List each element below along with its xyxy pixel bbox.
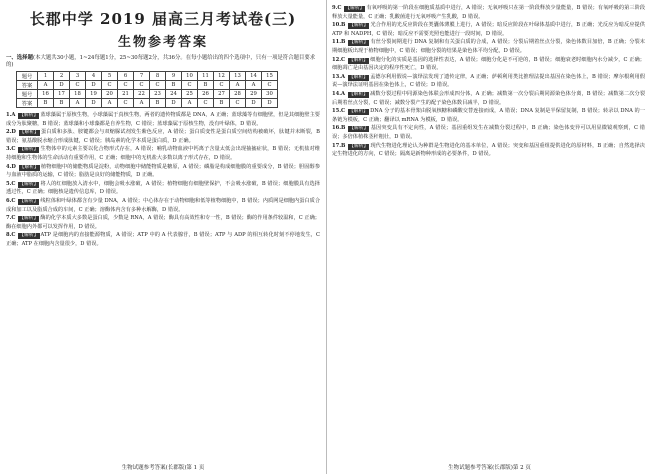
analysis-tag: 【解析】 [19,130,39,136]
analysis-tag: 【解析】 [349,40,369,46]
table-cell: 9 [166,72,182,81]
item-number: 8.C [6,232,16,239]
table-cell: 27 [214,90,230,99]
item-text: 植物细胞中的储能物质是淀粉，动物细胞中储能物质是糖原，A 错误；磷脂是构成细胞膜的重要成分，B 错误；胆固醇参与血液中脂质的运输，C 错误；脂肪是良好的储能物质，D 正确。 [6,163,321,179]
table-cell: 17 [54,90,70,99]
item-number: 16.B [332,125,346,132]
table-cell: 5 [102,72,118,81]
table-cell: 14 [246,72,262,81]
section-intro [6,55,320,69]
section-label: 一、选择题 [6,55,33,61]
table-cell: D [246,99,262,108]
table-cell: 13 [230,72,246,81]
section-text: (本大题共30小题，1~24每题1分，25~30每题2分，共36分。在每小题给出的四个选项中，只有一项是符合题目要求的) [6,55,316,68]
item-text: 光合作用的光反应阶段在类囊体薄膜上进行，A 错误；暗反应阶段在叶绿体基质中进行，B 正确；光反应为暗反应提供 ATP 和 NADPH，C 错误；暗反应不需要光照也能进行一段时间，D 错误。 [332,22,645,37]
table-cell: 23 [150,90,166,99]
table-cell: A [230,81,246,90]
item-text: DNA 分子的基本骨架由脱氧核糖和磷酸交替连接而成，A 错误；DNA 复制是半保留复制，B 错误；转录以 DNA 的一条链为模板，C 正确；翻译以 mRNA 为模板，D 错误。 [332,108,645,123]
item-text: 有氧呼吸的第一阶段在细胞质基质中进行，A 错误；无氧呼吸只在第一阶段释放少量能量，B 错误；有氧呼吸的第三阶段释放大量能量，C 正确；乳酸菌进行无氧呼吸产生乳酸，D 错误。 [332,5,646,20]
table-cell: 19 [86,90,102,99]
analysis-tag: 【解析】 [19,233,39,239]
table-cell: C [118,81,134,90]
analysis-tag: 【解析】 [348,109,369,115]
table-cell: 2 [54,72,70,81]
answer-table [16,71,278,108]
table-cell: C [118,99,134,108]
item-text: 现代生物进化理论认为种群是生物进化的基本单位，A 错误；突变和基因重组提供进化的原材料，B 正确；自然选择决定生物进化的方向，C 错误；隔离是新物种形成的必要条件，D 错误。 [332,142,645,158]
analysis-tag: 【解析】 [345,6,365,11]
answer-title: 生物参考答案 [117,35,208,50]
item-number: 3.C [6,146,16,153]
answer-item [6,128,320,145]
table-header: 题号 [17,90,38,99]
table-cell: 15 [262,72,278,81]
table-cell: 12 [214,72,230,81]
table-cell: 25 [182,90,198,99]
item-number: 15.C [332,108,346,115]
table-cell: 29 [246,90,262,99]
table-row [17,72,278,81]
table-cell: D [166,99,182,108]
analysis-tag: 【解析】 [348,74,369,80]
table-cell: C [70,81,86,90]
answer-item [6,145,320,162]
table-cell: 6 [118,72,134,81]
table-cell: A [70,99,86,108]
table-cell: D [86,81,102,90]
answer-item [332,38,645,55]
answer-item [332,124,645,141]
answer-item [332,73,645,90]
analysis-tag: 【解析】 [348,57,369,63]
table-cell: C [150,81,166,90]
table-cell: 8 [150,72,166,81]
table-cell: 4 [86,72,102,81]
item-number: 9.C [332,5,342,11]
item-text: 酶的化学本质大多数是蛋白质，少数是 RNA，A 错误；酶具有高效性和专一性，B 错误；酶的作用条件较温和，C 正确；酶在细胞内外都可以发挥作用，D 错误。 [6,215,320,230]
item-text: 将人的红细胞放入清水中，细胞会吸水涨破，A 错误；植物细胞有细胞壁保护，不会吸水涨破，B 错误；细胞膜具有选择透过性，C 正确；细胞核是遗传信息库，D 错误。 [6,180,320,196]
item-number: 6.C [6,197,16,204]
item-number: 1.A [6,112,16,118]
analysis-tag: 【解析】 [19,198,39,204]
answer-item [332,107,645,124]
table-cell: A [38,81,54,90]
table-cell: 28 [230,90,246,99]
table-cell: 16 [38,90,54,99]
answer-item [332,4,645,21]
table-cell: C [102,81,118,90]
item-text: 细胞分化的实质是基因的选择性表达，A 错误；细胞分化是不可逆的，B 错误；细胞衰老时细胞内水分减少，C 正确；细胞凋亡是由基因决定的程序性死亡，D 错误。 [332,56,645,72]
item-number: 4.D [6,163,16,170]
answer-item [332,21,645,38]
analysis-tag: 【解析】 [19,181,39,187]
table-row [17,81,278,90]
table-cell: B [38,99,54,108]
item-number: 5.C [6,180,16,187]
answer-item [6,180,320,197]
analysis-tag: 【解析】 [19,164,39,170]
answer-item [6,163,320,180]
item-text: 蓝球藻属于原核生物，小球藻属于真核生物，两者的遗传物质都是 DNA，A 正确；蓝球藻等有细胞壁，但是其细胞壁主要成分为肽聚糖，B 错误；蓝球藻和小球藻都是自养生物，C 错误；蓝球藻属于原核生物，没有叶绿体，D 错误。 [6,112,320,127]
table-cell: 22 [134,90,150,99]
item-text: 有丝分裂间期进行 DNA 复制和有关蛋白质的合成，A 错误；分裂后期着丝点分裂，染色体数目加倍，B 正确；分裂末期细胞板出现于植物细胞中，C 错误；细胞分裂的结果是染色体平均分配，D 错误。 [332,39,645,54]
table-header: 题号 [17,72,38,81]
item-text: 基因突变具有不定向性，A 错误；基因重组发生在减数分裂过程中，B 正确；染色体变异可以用显微镜观察到，C 错误；多倍体植株茎秆粗壮，D 错误。 [332,125,645,140]
table-cell: B [198,81,214,90]
analysis-tag: 【解析】 [349,126,369,132]
table-cell: A [134,99,150,108]
table-cell: 10 [182,72,198,81]
analysis-tag: 【解析】 [349,143,369,149]
table-cell: C [230,99,246,108]
item-number: 13.A [332,73,346,80]
item-number: 17.B [332,142,346,149]
table-cell: 21 [118,90,134,99]
table-cell: C [262,81,278,90]
item-number: 10.B [332,22,346,29]
answer-item [6,214,320,231]
table-cell: B [54,99,70,108]
table-cell: B [214,99,230,108]
answer-item [6,231,320,248]
table-header: 答案 [17,99,38,108]
table-row [17,99,278,108]
item-text: 孟德尔利用假说—演绎法发现了遗传定律，A 正确；萨顿利用类比推理法提出基因在染色体上，B 错误；摩尔根利用假说—演绎法证明基因在染色体上，C 错误；D 错误。 [332,73,645,89]
table-cell: 26 [198,90,214,99]
exam-title: 长郡中学 2019 届高三月考试卷(三) [29,10,297,28]
analysis-tag: 【解析】 [19,113,39,118]
table-cell: 3 [70,72,86,81]
table-cell: B [166,81,182,90]
table-cell: 30 [262,90,278,99]
table-cell: A [182,99,198,108]
item-text: 蛋白质和多肽、胺键都会与双缩脲试剂发生紫色反应，A 错误；蛋白质变性是蛋白质空间结构被破坏，肽键并未断裂，B 错误；氨基酸脱水缩合形成肽键，C 错误；胰岛素的化学本质是蛋白质，D 正确。 [6,129,320,144]
page-footer: 生物试题参考答案(长郡版)第 1 页 [121,465,205,471]
analysis-tag: 【解析】 [19,147,39,153]
table-cell: C [214,81,230,90]
table-cell: D [86,99,102,108]
item-text: 线粒体和叶绿体都含有少量 DNA，A 错误；中心体存在于动物细胞和低等植物细胞中，B 错误；内质网是细胞内蛋白质合成和加工以及脂质合成的车间，C 正确；溶酶体内含有多种水解酶，D 错误。 [6,197,321,213]
page-right [328,0,651,474]
table-cell: 20 [102,90,118,99]
table-cell: D [262,99,278,108]
table-cell: C [182,81,198,90]
item-text: 生物体中的元素主要以化合物形式存在，A 错误；哺乳动物血液中钙离子含量太低会出现抽搐症状，B 错误；无机盐对维持细胞和生物体的生命活动有重要作用，C 正确；细胞中的无机盐大多数以离子形式存在，D 错误。 [6,146,320,161]
analysis-tag: 【解析】 [19,216,39,222]
page-divider [326,0,327,474]
item-number: 11.B [332,39,346,46]
item-number: 2.D [6,129,16,136]
answer-item [6,111,320,128]
table-cell: 1 [38,72,54,81]
item-text: 减数分裂过程中同源染色体联会形成四分体，A 正确；减数第一次分裂后期同源染色体分离，B 错误；减数第二次分裂后期着丝点分裂，C 错误；减数分裂产生的配子染色体数目减半，D 错误。 [332,90,645,106]
item-number: 14.A [332,90,346,97]
table-cell: A [102,99,118,108]
table-row [17,90,278,99]
item-text: ATP 是细胞内的直接能源物质，A 错误；ATP 中的 A 代表腺苷，B 错误；ATP 与 ADP 的相互转化时刻不停地发生，C 正确；ATP 在细胞内含量很少，D 错误。 [6,232,320,247]
analysis-tag: 【解析】 [348,91,369,97]
answer-item [332,90,645,107]
item-number: 7.C [6,215,16,222]
analysis-tag: 【解析】 [349,23,369,29]
page-footer: 生物试题参考答案(长郡版)第 2 页 [448,465,531,471]
table-cell: 24 [166,90,182,99]
table-cell: C [134,81,150,90]
item-number: 12.C [332,56,346,63]
table-cell: B [150,99,166,108]
table-cell: A [246,81,262,90]
table-header: 答案 [17,81,38,90]
table-cell: 18 [70,90,86,99]
table-cell: D [54,81,70,90]
answer-item [6,197,320,214]
table-cell: 7 [134,72,150,81]
table-cell: 11 [198,72,214,81]
answer-item [332,56,645,73]
table-cell: C [198,99,214,108]
answer-item [332,142,645,159]
